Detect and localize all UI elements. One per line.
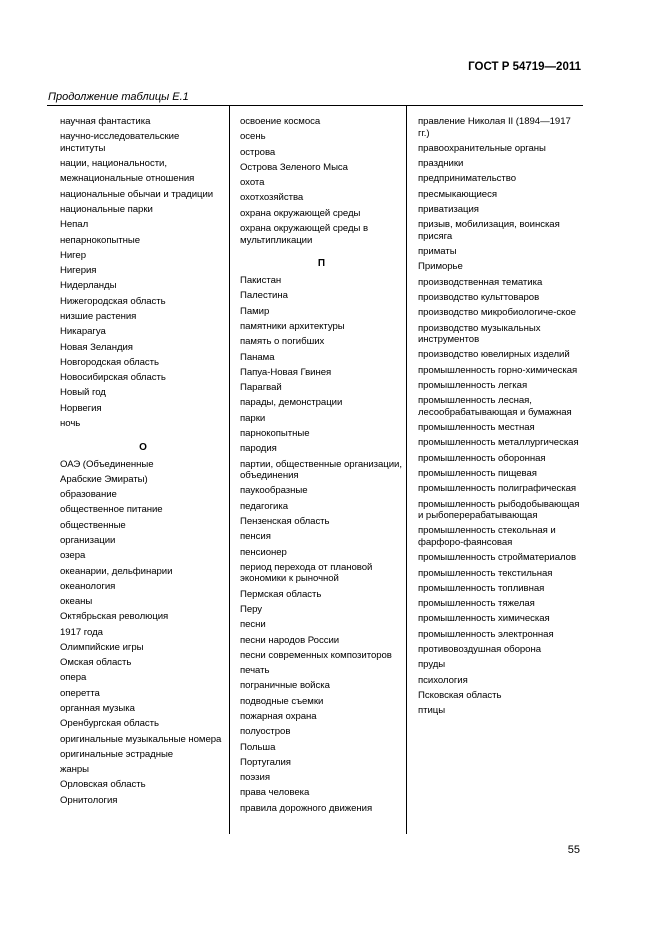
index-entry: непарнокопытные — [60, 234, 141, 246]
index-entry: освоение космоса — [240, 116, 321, 127]
index-entry: промышленность рыбодобывающая и рыбоперерабатывающая — [418, 498, 580, 522]
index-entry: промышленность тяжелая — [418, 598, 535, 610]
index-entry: оригинальные музыкальные номера — [60, 733, 222, 745]
index-entry: Палестина — [240, 290, 288, 302]
index-entry: правоохранительные органы — [418, 142, 546, 154]
index-entry: охрана окружающей среды в мультипликации — [240, 222, 369, 246]
index-entry: охота — [240, 177, 265, 189]
document-code: ГОСТ Р 54719—2011 — [468, 61, 581, 73]
index-entry: парады, демонстрации — [240, 397, 343, 409]
index-entry: подводные съемки — [240, 695, 324, 707]
table-column-3 — [406, 106, 584, 834]
index-entry: Омская область — [60, 657, 132, 669]
index-entry: Норвегия — [60, 402, 102, 414]
index-entry: Португалия — [240, 756, 291, 768]
index-entry: межнациональные отношения — [60, 173, 195, 185]
index-entry: птицы — [418, 705, 446, 717]
index-entry: печать — [240, 665, 270, 677]
table-column-2 — [229, 106, 406, 834]
index-entry: низшие растения — [60, 310, 137, 322]
index-entry: Нигер — [60, 249, 86, 261]
index-entry: ночь — [60, 417, 81, 429]
index-entry: Арабские Эмираты) — [60, 473, 148, 485]
index-entry: промышленность полиграфическая — [418, 483, 577, 495]
index-entry: Псковская область — [418, 689, 502, 701]
index-entry: промышленность пищевая — [418, 468, 537, 479]
index-entry: Орнитология — [60, 794, 118, 806]
index-entry: промышленность легкая — [418, 380, 528, 391]
index-entry: права человека — [240, 787, 310, 799]
index-entry: противовоздушная оборона — [418, 644, 541, 655]
index-entry: охотхозяйства — [240, 192, 304, 204]
index-entry: океаны — [60, 596, 93, 608]
index-entry: партии, общественные организации, объединения — [240, 458, 402, 482]
index-entry: памятники архитектуры — [240, 321, 345, 332]
index-entry: научно-исследовательские институты — [60, 131, 180, 154]
index-entry: поэзия — [240, 772, 270, 784]
index-entry: Пермская область — [240, 588, 322, 600]
index-entry: океанарии, дельфинарии — [60, 565, 173, 577]
index-entry: промышленность металлургическая — [418, 437, 579, 449]
index-entry: праздники — [418, 158, 464, 170]
index-entry: Пензенская область — [240, 515, 330, 527]
index-entry: производство музыкальных инструментов — [418, 322, 541, 346]
index-entry: педагогика — [240, 500, 288, 512]
index-entry: общественное питание — [60, 504, 163, 516]
index-entry: паукообразные — [240, 485, 308, 497]
index-entry: психология — [418, 674, 468, 686]
index-entry: 1917 года — [60, 626, 103, 638]
index-entry: производство культтоваров — [418, 292, 540, 303]
index-entry: Новгородская область — [60, 356, 159, 368]
index-entry: промышленность стройматериалов — [418, 552, 577, 564]
page-number: 55 — [567, 844, 580, 856]
index-entry: приватизация — [418, 204, 479, 215]
index-entry: Перу — [240, 603, 263, 615]
section-letter: П — [317, 258, 326, 270]
index-entry: оригинальные эстрадные — [60, 748, 174, 760]
index-entry: Олимпийские игры — [60, 641, 144, 653]
index-entry: Новая Зеландия — [60, 341, 133, 353]
index-entry: оперетта — [60, 687, 100, 699]
index-table — [47, 105, 583, 834]
index-entry: парки — [240, 412, 266, 424]
index-entry: Нигерия — [60, 265, 97, 277]
index-entry: научная фантастика — [60, 116, 151, 127]
index-entry: Орловская область — [60, 779, 146, 791]
index-entry: Новосибирская область — [60, 372, 166, 384]
index-entry: образование — [60, 489, 117, 501]
index-entry: жанры — [60, 764, 90, 776]
index-entry: ОАЭ (Объединенные — [60, 458, 154, 470]
index-entry: промышленность текстильная — [418, 567, 553, 579]
index-entry: озера — [60, 550, 86, 562]
index-entry: промышленность оборонная — [418, 452, 546, 464]
index-entry: приматы — [418, 246, 457, 258]
index-entry: пограничные войска — [240, 680, 330, 692]
index-entry: общественные — [60, 519, 126, 531]
index-entry: Польша — [240, 741, 276, 753]
index-entry: производственная тематика — [418, 276, 543, 288]
index-entry: песни народов России — [240, 634, 340, 646]
index-entry: острова — [240, 146, 276, 158]
index-entry: полуостров — [240, 726, 291, 738]
index-entry: Памир — [240, 305, 270, 317]
index-entry: пенсионер — [240, 546, 287, 558]
index-entry: правление Николая II (1894—1917 гг.) — [418, 116, 571, 139]
table-caption: Продолжение таблицы Е.1 — [48, 91, 189, 103]
index-entry: пруды — [418, 659, 446, 671]
index-entry: нации, национальности, — [60, 158, 167, 170]
index-entry: организации — [60, 534, 116, 546]
index-entry: опера — [60, 672, 87, 684]
index-entry: Новый год — [60, 387, 106, 399]
index-entry: органная музыка — [60, 703, 135, 715]
index-entry: Непал — [60, 219, 89, 231]
index-entry: промышленность горно-химическая — [418, 364, 578, 376]
index-entry: Пакистан — [240, 275, 282, 287]
index-entry: парнокопытные — [240, 427, 310, 439]
index-entry: Приморье — [418, 261, 463, 273]
index-entry: правила дорожного движения — [240, 802, 373, 814]
index-entry: охрана окружающей среды — [240, 207, 361, 219]
index-entry: промышленность стекольная и фарфоро-фаянсовая — [418, 525, 556, 549]
index-entry: производство ювелирных изделий — [418, 349, 570, 361]
index-entry: пресмыкающиеся — [418, 188, 497, 200]
index-entry: призыв, мобилизация, воинская присяга — [418, 219, 560, 242]
index-entry: осень — [240, 131, 266, 143]
index-entry: океанология — [60, 580, 116, 592]
index-entry: промышленность топливная — [418, 582, 545, 594]
index-entry: Октябрьская революция — [60, 611, 169, 623]
index-entry: Оренбургская область — [60, 718, 159, 730]
index-entry: национальные парки — [60, 204, 153, 215]
index-entry: Папуа-Новая Гвинея — [240, 366, 332, 378]
index-entry: промышленность электронная — [418, 628, 554, 640]
index-entry: промышленность химическая — [418, 613, 550, 625]
index-entry: память о погибших — [240, 336, 325, 348]
index-entry: предпринимательство — [418, 173, 516, 185]
index-entry: песни — [240, 619, 266, 631]
index-entry: Нижегородская область — [60, 295, 166, 307]
index-entry: песни современных композиторов — [240, 649, 392, 661]
index-entry: Острова Зеленого Мыса — [240, 161, 348, 173]
index-entry: пародия — [240, 443, 277, 455]
index-entry: Никарагуа — [60, 326, 106, 338]
index-entry: период перехода от плановой экономики к рыночной — [240, 561, 373, 585]
index-entry: национальные обычаи и традиции — [60, 188, 214, 200]
table-column-1 — [47, 106, 229, 834]
index-entry: промышленность лесная, лесообрабатывающая и бумажная — [418, 395, 572, 418]
section-letter: О — [139, 441, 147, 453]
index-entry: производство микробиологиче-ское — [418, 307, 576, 319]
index-entry: Нидерланды — [60, 280, 117, 292]
index-entry: пенсия — [240, 531, 271, 543]
index-entry: пожарная охрана — [240, 710, 317, 722]
index-entry: промышленность местная — [418, 422, 535, 434]
index-entry: Парагвай — [240, 382, 282, 394]
index-entry: Панама — [240, 351, 275, 363]
